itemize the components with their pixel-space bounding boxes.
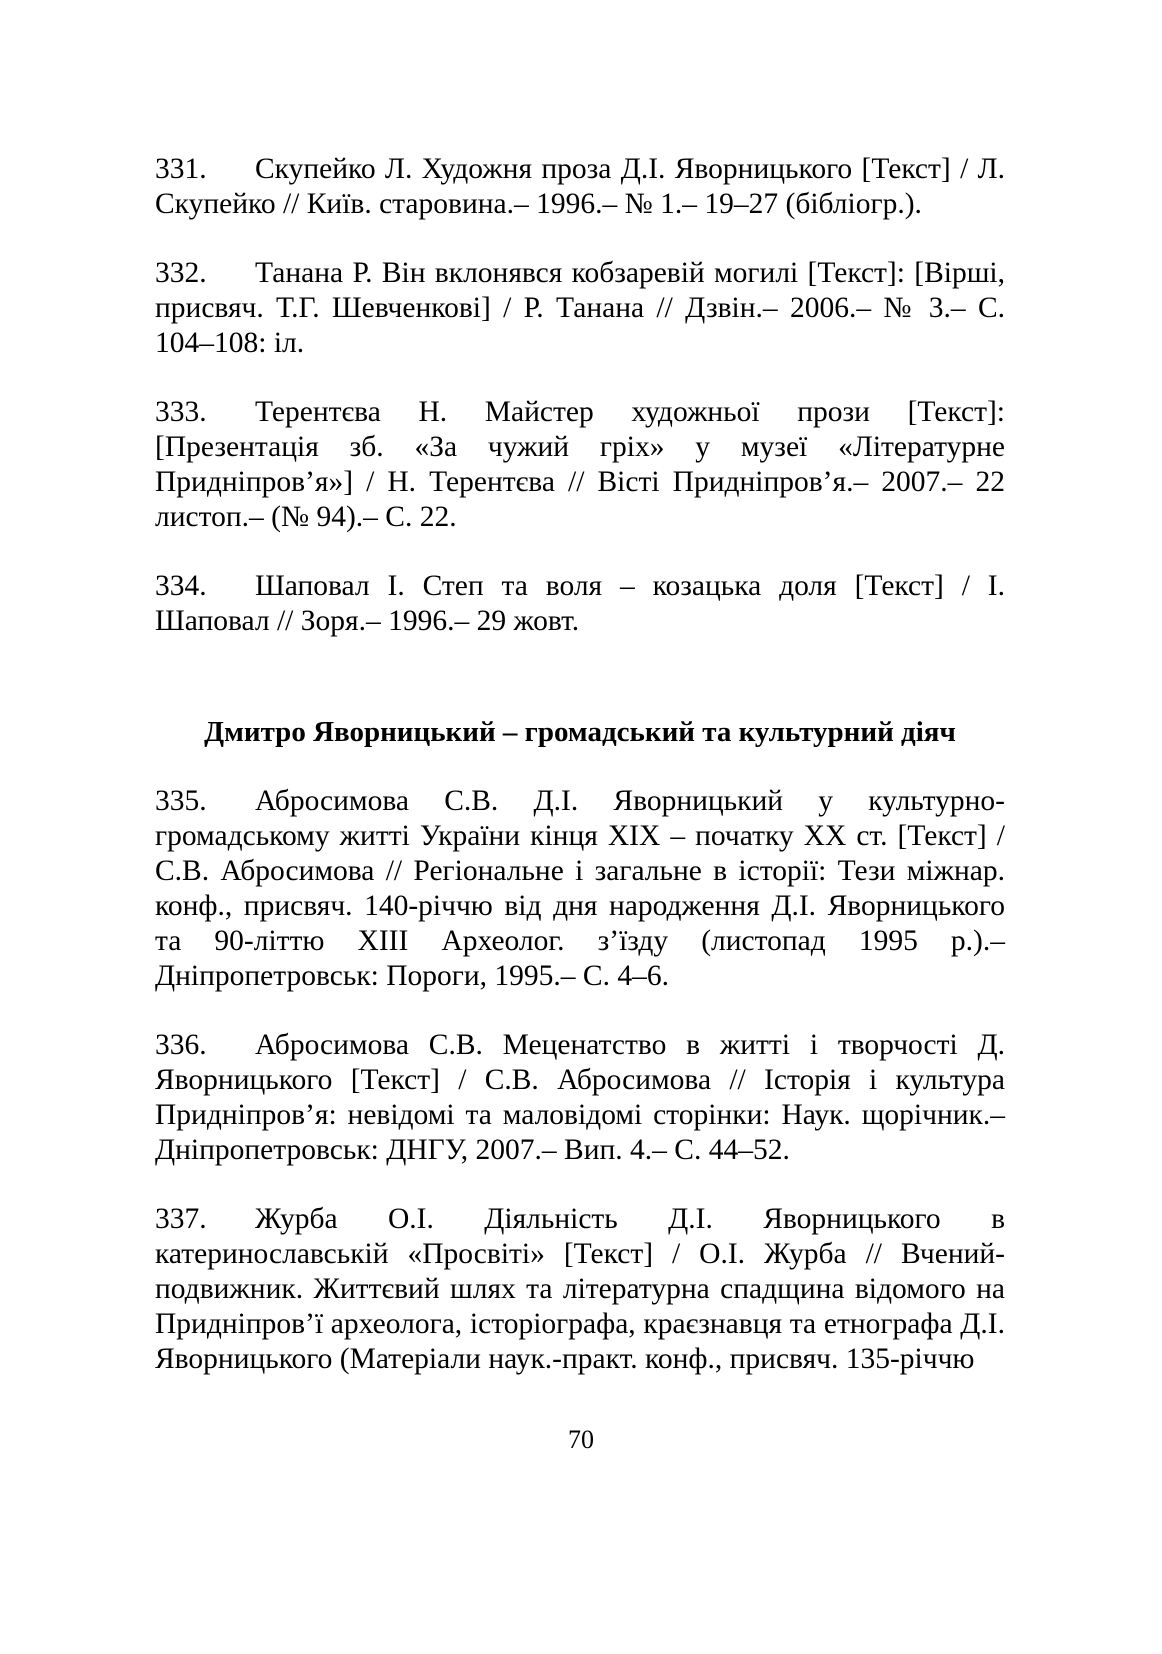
entry-text: Шаповал І. Степ та воля – козацька доля [Текст] / І. Шаповал // Зоря.– 1996.– 29 жовт. (155, 570, 1005, 637)
bibliography-entry-336 (155, 1028, 1005, 1168)
bibliography-entry-335 (155, 784, 1005, 994)
entry-number: 332. (155, 257, 207, 289)
entry-number: 337. (155, 1203, 207, 1235)
page-number: 70 (568, 1425, 594, 1454)
bibliography-entry-332 (155, 256, 1005, 361)
entry-number: 336. (155, 1029, 207, 1061)
entry-number: 331. (155, 153, 207, 185)
bibliography-entry-331 (155, 152, 1005, 222)
entry-text: Журба О.І. Діяльність Д.І. Яворницького в катеринославській «Просвіті» [Текст] / О.І. Журба // Вчений-подвижник. Життєвий шлях та літературна спадщина відомого на Придніпров’ї археолога, історіографа, краєзнавця та етнографа Д.І. Яворницького (Матеріали наук.-практ. конф., присвяч. 135-річчю (155, 1203, 1005, 1375)
entry-text: Абросимова С.В. Д.І. Яворницький у культурно-громадському житті України кінця ХІХ – початку ХХ ст. [Текст] / С.В. Абросимова // Регіональне і загальне в історії: Тези міжнар. конф., присвяч. 140-річчю від дня народження Д.І. Яворницького та 90-літтю ХІІІ Археолог. з’їзду (листопад 1995 р.).– Дніпропетровськ: Пороги, 1995.– С. 4–6. (155, 785, 1005, 992)
entry-text: Терентєва Н. Майстер художньої прози [Текст]: [Презентація зб. «За чужий гріх» у музеї «Літературне Придніпров’я»] / Н. Терентєва // Вісті Придніпров’я.– 2007.– 22 листоп.– (№ 94).– С. 22. (155, 396, 1005, 533)
entry-text: Скупейко Л. Художня проза Д.І. Яворницького [Текст] / Л. Скупейко // Київ. старовина.– 1996.– № 1.– 19–27 (бібліогр.). (155, 153, 1005, 220)
entry-text: Танана Р. Він вклонявся кобзаревій могилі [Текст]: [Вірші, присвяч. Т.Г. Шевченкові] / Р. Танана // Дзвін.– 2006.– № 3.– С. 104–108: іл. (155, 257, 1005, 359)
entry-number: 333. (155, 396, 207, 428)
entry-text: Абросимова С.В. Меценатство в житті і творчості Д. Яворницького [Текст] / С.В. Абросимова // Історія і культура Придніпров’я: невідомі та маловідомі сторінки: Наук. щорічник.– Дніпропетровськ: ДНГУ, 2007.– Вип. 4.– С. 44–52. (155, 1029, 1005, 1166)
bibliography-entry-333 (155, 395, 1005, 535)
bibliography-entry-334 (155, 569, 1005, 639)
section-title: Дмитро Яворницький – громадський та культурний діяч (204, 716, 956, 748)
bibliography-entry-337 (155, 1202, 1005, 1377)
entry-number: 334. (155, 570, 207, 602)
page-content (155, 152, 1005, 1411)
entry-number: 335. (155, 785, 207, 817)
